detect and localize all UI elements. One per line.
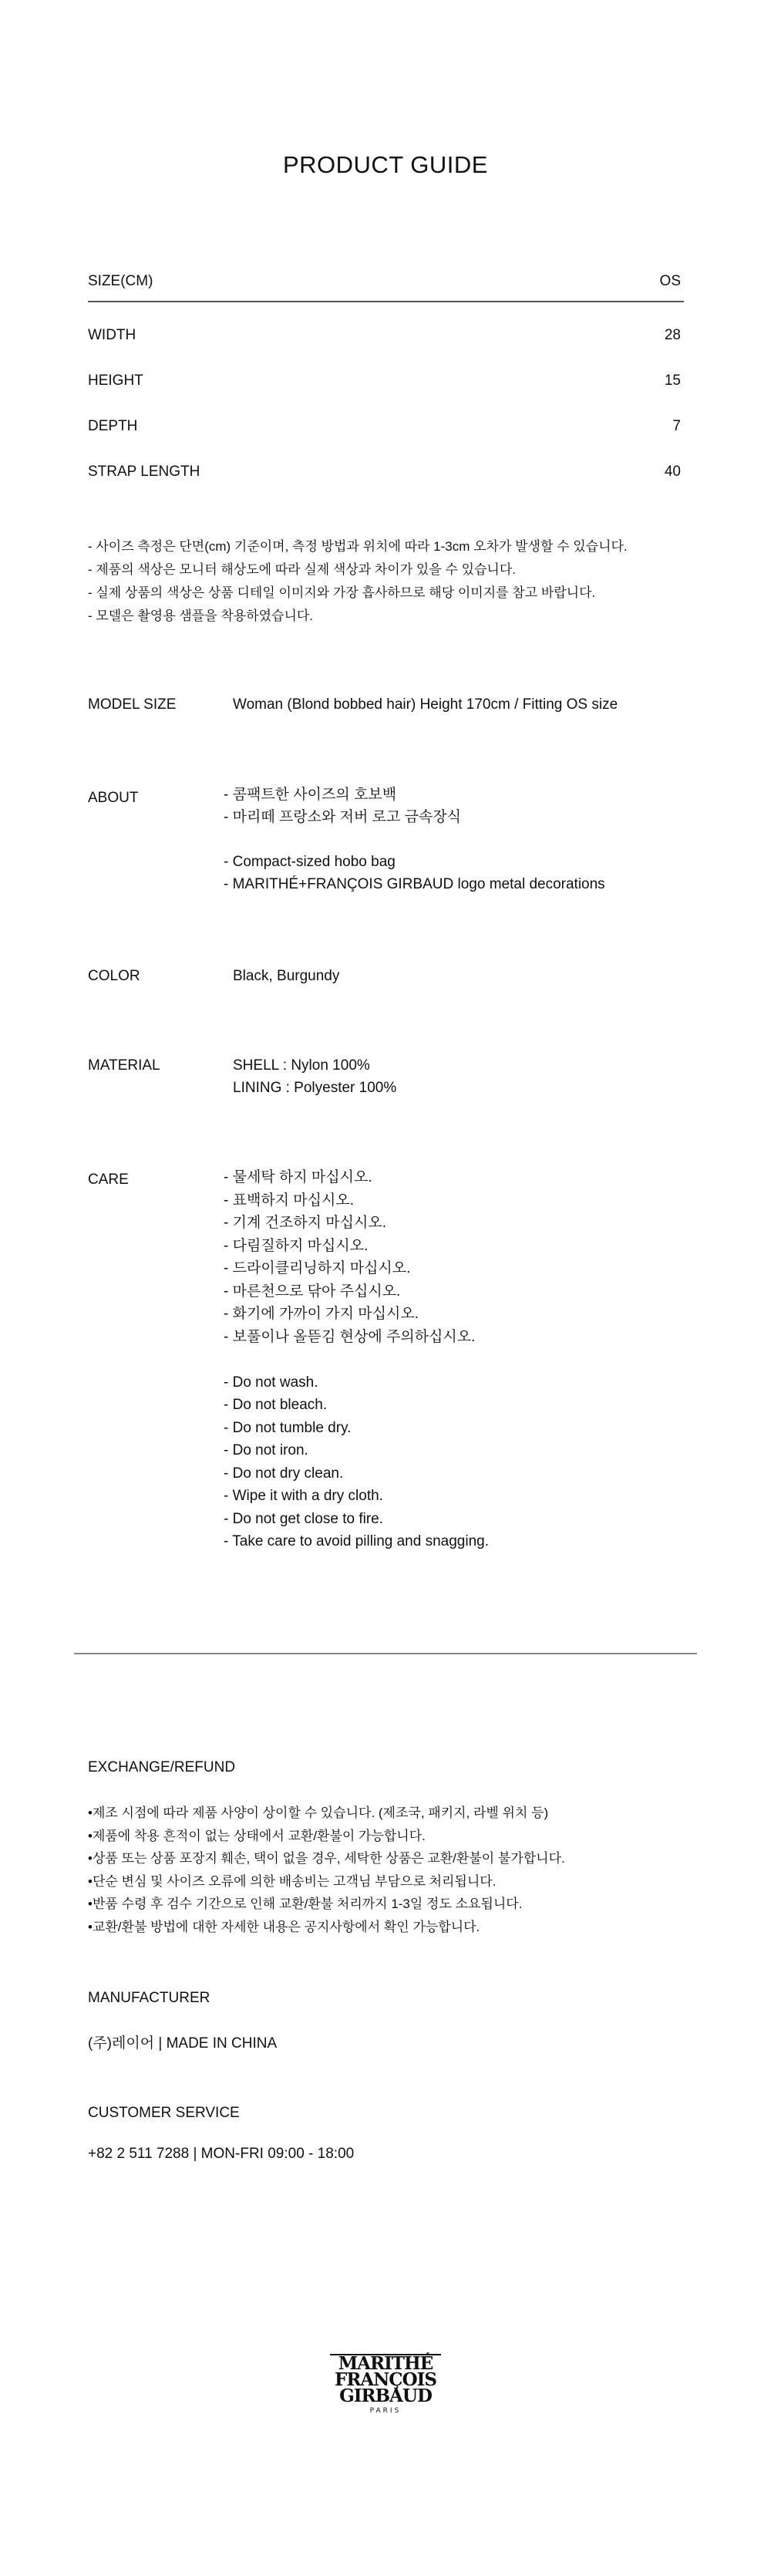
size-row-label: HEIGHT [88, 373, 143, 389]
exchange-line: •제조 시점에 따라 제품 사양이 상이할 수 있습니다. (제조국, 패키지, 라벨 위치 등) [88, 1806, 549, 1820]
size-header-label: SIZE(CM) [88, 273, 153, 289]
model-size-label: MODEL SIZE [88, 696, 177, 713]
size-row-strap-length [88, 464, 684, 480]
care-line: - 드라이클리닝하지 마십시오. [224, 1260, 411, 1276]
size-row-label: WIDTH [88, 327, 136, 343]
care-line: - Do not get close to fire. [224, 1510, 383, 1527]
color-value: Black, Burgundy [233, 968, 340, 984]
material-line: LINING : Polyester 100% [233, 1080, 397, 1096]
size-notes [88, 535, 628, 628]
note-line: - 모델은 촬영용 샘플을 착용하였습니다. [88, 609, 314, 623]
about-line [224, 828, 605, 851]
about-line: - 콤팩트한 사이즈의 호보백 [224, 787, 397, 803]
size-row-value: 7 [672, 418, 681, 434]
material-line: SHELL : Nylon 100% [233, 1057, 370, 1074]
about-line: - MARITHÉ+FRANÇOIS GIRBAUD logo metal decorations [224, 876, 605, 892]
care-line: - 기계 건조하지 마십시오. [224, 1215, 386, 1231]
about-line: - Compact-sized hobo bag [224, 854, 396, 870]
model-size-value: Woman (Blond bobbed hair) Height 170cm / Fitting OS size [233, 696, 618, 713]
care-line: - Do not tumble dry. [224, 1419, 352, 1436]
about-line: - 마리떼 프랑소와 저버 로고 금속장식 [224, 809, 462, 825]
care-line: - Do not bleach. [224, 1397, 328, 1413]
care-line: - Do not wash. [224, 1374, 318, 1391]
care-line: - Wipe it with a dry cloth. [224, 1488, 383, 1504]
size-row-height [88, 373, 684, 389]
manufacturer-label: MANUFACTURER [88, 1990, 210, 2006]
note-line: - 제품의 색상은 모니터 해상도에 따라 실제 색상과 차이가 있을 수 있습니다. [88, 562, 516, 577]
care-line: - 물세탁 하지 마십시오. [224, 1169, 372, 1185]
brand-logo [324, 2354, 447, 2415]
care-line: - 다림질하지 마십시오. [224, 1237, 369, 1254]
size-row-value: 15 [664, 373, 681, 389]
exchange-line: •교환/환불 방법에 대한 자세한 내용은 공지사항에서 확인 가능합니다. [88, 1919, 480, 1934]
size-row-width [88, 327, 684, 344]
care-line: - 표백하지 마십시오. [224, 1192, 354, 1209]
about-text [224, 784, 605, 895]
section-divider [74, 1653, 697, 1654]
color-label: COLOR [88, 968, 140, 984]
note-line: - 실제 상품의 색상은 상품 디테일 이미지와 가장 흡사하므로 해당 이미지를 참고 바랍니다. [88, 585, 596, 600]
logo-line: GIRBAUD [339, 2385, 432, 2406]
care-label: CARE [88, 1172, 129, 1188]
logo-line: MARITHÉ [338, 2353, 433, 2374]
exchange-line: •제품에 착용 흔적이 없는 상태에서 교환/환불이 가능합니다. [88, 1828, 426, 1843]
care-line: - 보풀이나 올뜯김 현상에 주의하십시오. [224, 1328, 476, 1345]
exchange-line: •상품 또는 상품 포장지 훼손, 택이 없을 경우, 세탁한 상품은 교환/환불이 불가합니다. [88, 1851, 565, 1866]
care-line: - Do not dry clean. [224, 1465, 344, 1482]
logo-line: FRANÇOIS [334, 2369, 437, 2390]
size-table-header [88, 270, 684, 302]
size-row-label: DEPTH [88, 418, 138, 434]
customer-service-value: +82 2 511 7288 | MON-FRI 09:00 - 18:00 [88, 2146, 355, 2162]
customer-service-label: CUSTOMER SERVICE [88, 2105, 240, 2121]
exchange-line: •반품 수령 후 검수 기간으로 인해 교환/환불 처리까지 1-3일 정도 소요됩니다. [88, 1897, 523, 1911]
size-row-label: STRAP LENGTH [88, 464, 200, 480]
care-line: - Do not iron. [224, 1442, 308, 1458]
size-header-value: OS [659, 273, 681, 289]
page-title: PRODUCT GUIDE [282, 151, 488, 178]
care-text [224, 1166, 489, 1553]
material-label: MATERIAL [88, 1057, 160, 1074]
size-row-value: 28 [664, 327, 681, 343]
exchange-text [88, 1802, 565, 1938]
exchange-line: •단순 변심 및 사이즈 오류에 의한 배송비는 고객님 부담으로 처리됩니다. [88, 1873, 497, 1889]
logo-sub: PARIS [369, 2407, 402, 2415]
care-line: - 마른천으로 닦아 주십시오. [224, 1283, 401, 1300]
care-line: - 화기에 가까이 가지 마십시오. [224, 1306, 419, 1322]
exchange-label: EXCHANGE/REFUND [88, 1759, 236, 1775]
manufacturer-value: (주)레이어 | MADE IN CHINA [88, 2035, 278, 2052]
note-line: - 사이즈 측정은 단면(cm) 기준이며, 측정 방법과 위치에 따라 1-3cm 오차가 발생할 수 있습니다. [88, 539, 628, 554]
material-text [233, 1054, 396, 1099]
care-line [224, 1348, 489, 1371]
about-label: ABOUT [88, 790, 139, 806]
size-row-value: 40 [664, 464, 681, 480]
care-line: - Take care to avoid pilling and snagging. [224, 1533, 489, 1549]
size-row-depth [88, 418, 684, 435]
